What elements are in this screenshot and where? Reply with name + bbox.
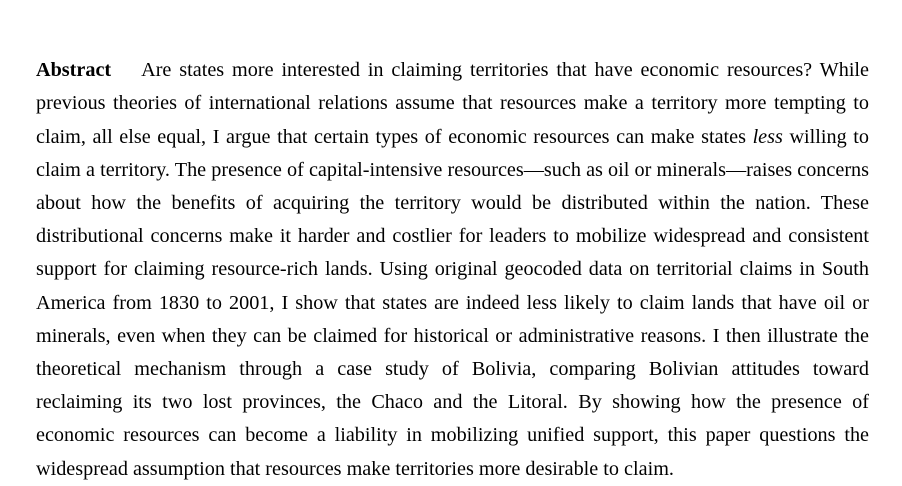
abstract-paragraph [36, 54, 869, 486]
abstract-text-part-1: Are states more interested in claiming territories that have economic resources? While previous theories of international relations assume that resources make a territory more tempting to claim, all else equal, I argue that certain types of economic resources can make states [36, 59, 869, 148]
abstract-text-part-2: willing to claim a territory. The presence of capital-intensive resources—such as oil or minerals—raises concerns about how the benefits of acquiring the territory would be distributed within the nation. These distributional concerns make it harder and costlier for leaders to mobilize widespread and consistent support for claiming resource-rich lands. Using original geocoded data on territorial claims in South America from 1830 to 2001, I show that states are indeed less likely to claim lands that have oil or minerals, even when they can be claimed for historical or administrative reasons. I then illustrate the theoretical mechanism through a case study of Bolivia, comparing Bolivian attitudes toward reclaiming its two lost provinces, the Chaco and the Litoral. By showing how the presence of economic resources can become a liability in mobilizing unified support, this paper questions the widespread assumption that resources make territories more desirable to claim. [36, 125, 870, 480]
abstract-emphasis-less: less [752, 125, 783, 148]
abstract-heading: Abstract [36, 59, 112, 82]
